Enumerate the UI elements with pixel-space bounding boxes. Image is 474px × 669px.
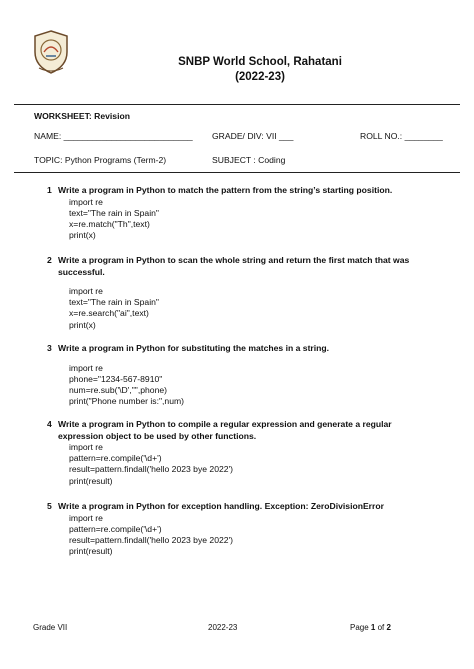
code-block: import re text="The rain in Spain" x=re.search("ai",text) print(x): [69, 286, 159, 330]
question-item: [47, 185, 433, 241]
footer-page-number: [350, 623, 391, 632]
code-block: import re phone="1234-567-8910" num=re.sub('\D',"",phone) print("Phone number is:",num): [69, 362, 185, 407]
school-name: SNBP World School, Rahatani: [178, 56, 342, 68]
code-block: import re text="The rain in Spain" x=re.match("Th",text) print(x): [69, 196, 159, 241]
question-number: 5: [47, 501, 52, 511]
roll-no-field: ROLL NO.: ________: [360, 131, 443, 141]
school-logo-icon: [30, 28, 72, 76]
code-block: import re pattern=re.compile('\d+') result=pattern.findall('hello 2023 bye 2022') print(result): [69, 442, 234, 486]
academic-year: (2022-23): [235, 71, 285, 83]
page-current: 1: [370, 623, 376, 632]
question-item: [47, 343, 433, 407]
grade-blank: ___: [279, 131, 294, 141]
topic-label: TOPIC: Python Programs (Term-2): [34, 155, 167, 165]
question-item: [47, 255, 433, 331]
divider-top: [14, 104, 460, 105]
question-item: [47, 501, 433, 557]
question-number: 3: [47, 343, 52, 353]
question-number: 1: [47, 185, 52, 195]
grade-label: GRADE/ DIV: VII: [212, 131, 277, 141]
page-of: of: [375, 623, 387, 632]
code-block: import re pattern=re.compile('\d+') result=pattern.findall('hello 2023 bye 2022') print(result): [69, 512, 234, 557]
page-prefix: Page: [350, 623, 371, 632]
worksheet-title: WORKSHEET: Revision: [34, 111, 130, 121]
question-number: 4: [47, 419, 52, 429]
question-text: Write a program in Python to scan the whole string and return the first match that was successful.: [58, 255, 410, 277]
question-text: Write a program in Python for exception handling. Exception: ZeroDivisionError: [58, 501, 384, 511]
page-total: 2: [386, 623, 391, 632]
question-number: 2: [47, 255, 52, 265]
footer-grade: Grade VII: [33, 623, 68, 632]
grade-div-field: [212, 131, 293, 141]
subject-label: SUBJECT : Coding: [212, 155, 286, 165]
question-item: [47, 419, 433, 487]
question-text: Write a program in Python to match the pattern from the string’s starting position.: [58, 185, 393, 195]
question-text: Write a program in Python to compile a regular expression and generate a regular expression object to be used by other functions.: [58, 419, 392, 441]
divider-bottom: [14, 172, 460, 173]
school-heading: [120, 55, 400, 85]
question-text: Write a program in Python for substituting the matches in a string.: [58, 343, 330, 353]
footer-year: 2022-23: [208, 623, 238, 632]
name-field: NAME: ___________________________: [34, 131, 193, 141]
